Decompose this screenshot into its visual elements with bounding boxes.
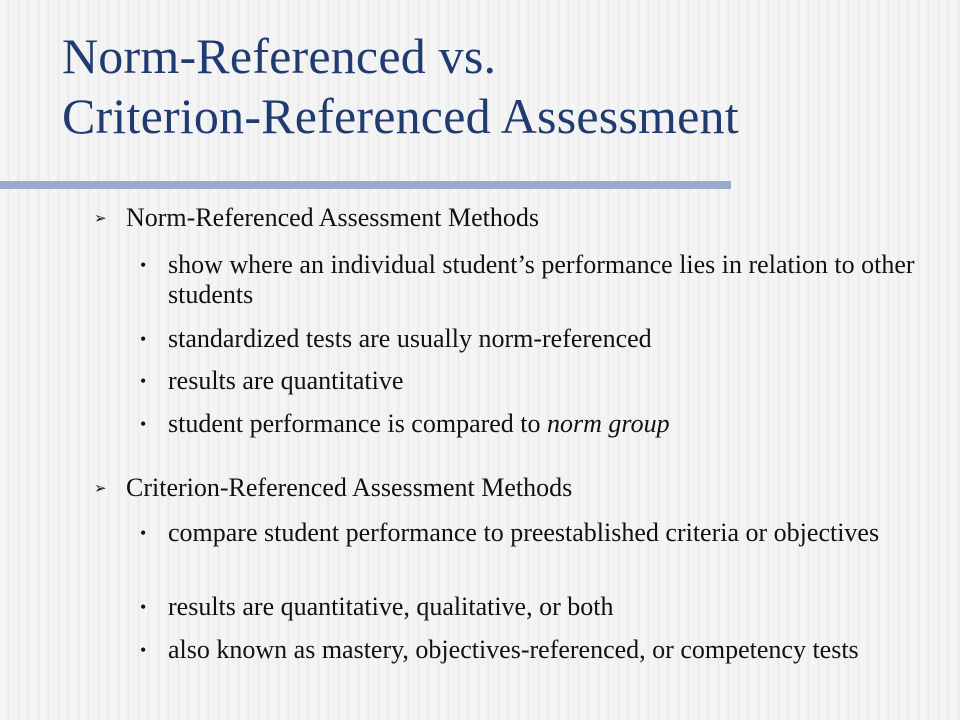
dot-bullet-icon: • [140, 640, 147, 660]
slide-title-line-2: Criterion-Referenced Assessment [62, 88, 739, 144]
bullet-item [140, 518, 920, 548]
bullet-item [140, 366, 920, 396]
dot-bullet-icon: • [140, 414, 147, 434]
bullet-text-emphasis: norm group [547, 409, 670, 438]
bullet-text: compare student performance to preestablished criteria or objectives [168, 518, 880, 547]
bullet-text-prefix: student performance is compared to [168, 409, 548, 438]
slide-title-line-1: Norm-Referenced vs. [62, 28, 497, 84]
section-heading-text: Norm-Referenced Assessment Methods [126, 203, 540, 232]
dot-bullet-icon: • [140, 329, 147, 349]
bullet-item [140, 250, 920, 310]
bullet-text: standardized tests are usually norm-referenced [168, 324, 652, 353]
arrow-bullet-icon: ➢ [94, 481, 107, 497]
dot-bullet-icon: • [140, 597, 147, 617]
dot-bullet-icon: • [140, 523, 147, 543]
bullet-text: show where an individual student’s performance lies in relation to other students [168, 250, 915, 309]
dot-bullet-icon: • [140, 255, 147, 275]
bullet-item [140, 324, 920, 354]
arrow-bullet-icon: ➢ [94, 211, 107, 227]
bullet-text [168, 409, 920, 439]
bullet-text: also known as mastery, objectives-referenced, or competency tests [168, 635, 859, 664]
bullet-item [140, 409, 920, 439]
bullet-text: results are quantitative, qualitative, or both [168, 592, 614, 621]
bullet-item [140, 592, 920, 622]
dot-bullet-icon: • [140, 371, 147, 391]
section-heading-criterion-referenced [94, 473, 572, 504]
section-heading-text: Criterion-Referenced Assessment Methods [126, 473, 573, 502]
bullet-text: results are quantitative [168, 366, 404, 395]
bullet-item [140, 635, 920, 665]
section-heading-norm-referenced [94, 203, 539, 234]
